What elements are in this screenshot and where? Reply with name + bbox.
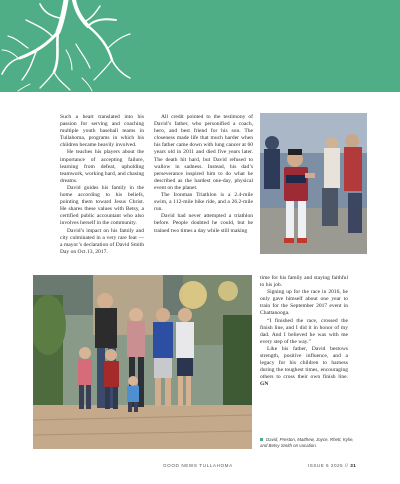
footer-issue (308, 463, 356, 468)
article-column-3 (260, 275, 348, 389)
paragraph: He teaches his players about the importance of accepting failure, learning from defeat, upholding teamwork, working hard, and chasing dreams. (60, 149, 144, 184)
paragraph-text: Like his father, David bestows strength, positive influence, and a legacy for his children to harness during the toughest times, encouraging others to cross their own finish line. (260, 345, 348, 381)
footer-issue-label: ISSUE 6 2025 // (308, 463, 349, 468)
header-banner (0, 0, 400, 92)
footer-publication: GOOD NEWS TULLAHOMA (163, 463, 233, 468)
article-column-2 (154, 114, 253, 235)
paragraph: Signing up for the race in 2016, he only gave himself about one year to train for the September 2017 event in Chattanooga. (260, 289, 348, 317)
page-number: 31 (350, 463, 357, 468)
article-column-1 (60, 114, 144, 256)
end-mark: GN (260, 381, 269, 388)
caption-bullet-icon (260, 438, 263, 441)
family-photo (33, 275, 252, 449)
paragraph (260, 346, 348, 389)
paragraph: David’s impact on his family and city culminated in a very rare feat — a mayor’s declaration of David Smith Day on Oct.13, 2017. (60, 227, 144, 255)
paragraph: time for his family and staying faithful to his job. (260, 275, 348, 289)
paragraph: David had never attempted a triathlon before. People doubted he could, but he trained two times a day while still making (154, 213, 253, 234)
family-photo-illustration (33, 275, 252, 449)
caption-text: David, Preston, Matthew, Joyce, Rhett, Kylie, and Betsy Smith on vacation. (260, 437, 354, 448)
photo-caption (260, 437, 360, 448)
paragraph: “I finished the race, crossed the finish line, and I did it in honor of my dad. And I believed he was with me every step of the way.” (260, 317, 348, 345)
paragraph: The Ironman Triathlon is a 2.4-mile swim, a 112-mile bike ride, and a 26.2-mile run. (154, 192, 253, 213)
paragraph: David guides his family in the home according to his beliefs, pointing them toward Jesus Christ. He shares these values with Betsy, a certified public accountant who also involves herself in the community. (60, 184, 144, 227)
runner-photo-illustration (260, 113, 367, 254)
tree-roots-graphic (0, 0, 400, 92)
paragraph: Such a heart translated into his passion for serving and coaching multiple youth baseball teams in Tullahoma, programs in which his children became heavily involved. (60, 114, 144, 149)
paragraph: All credit pointed to the testimony of David’s father, who personified a coach, hero, and best friend for his son. The closeness made life that much harder when his father came down with lung cancer at 60 years old in 2011 and died five years later. The death hit hard, but David refused to wallow in sadness. Instead, his dad’s perseverance inspired him to do what he described as the hardest one-day, physical event on the planet. (154, 114, 253, 191)
runner-photo (260, 113, 367, 254)
